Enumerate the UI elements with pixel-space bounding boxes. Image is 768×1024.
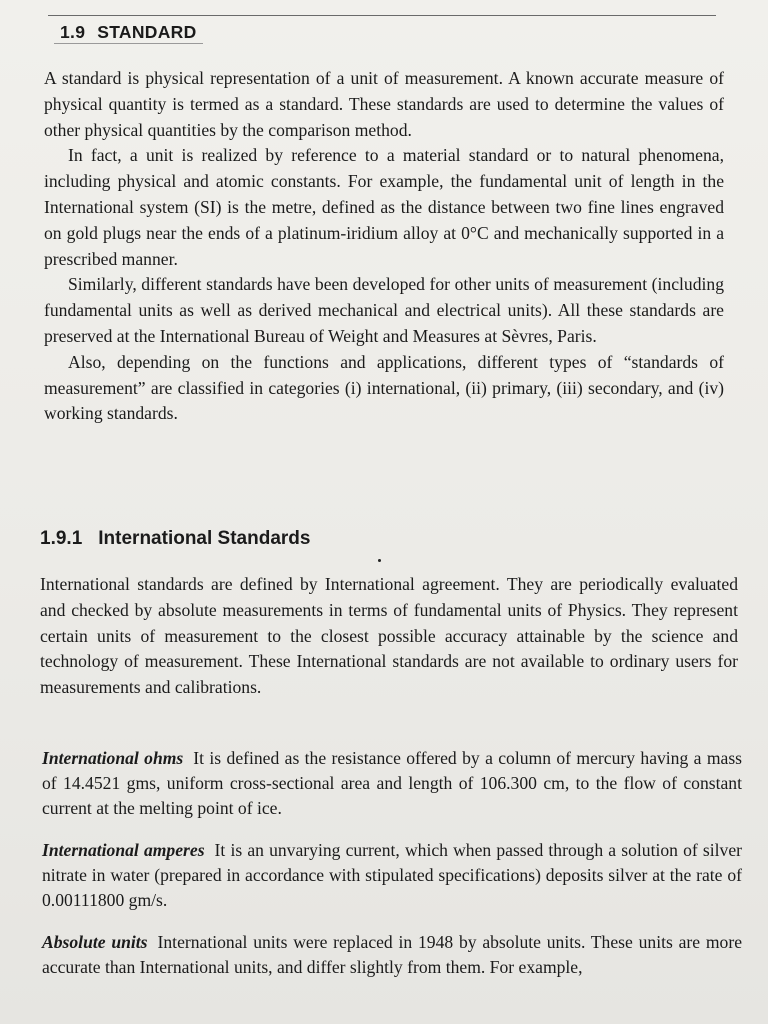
subsection-number: 1.9.1	[40, 528, 83, 549]
definition-term: Absolute units	[42, 932, 148, 952]
definition-amperes	[42, 838, 742, 913]
subsection-heading	[40, 528, 310, 550]
paragraph-2: In fact, a unit is realized by reference to a material standard or to natural phenomena, including physical and atomic constants. For example, the fundamental unit of length in the International system (SI) is the metre, defined as the distance between two fine lines engraved on gold plugs near the ends of a platinum-iridium alloy at 0°C and mechanically supported in a prescribed manner.	[44, 145, 724, 269]
header-rule	[48, 15, 716, 16]
print-speck	[378, 559, 381, 562]
section-number: 1.9	[60, 22, 86, 42]
intro-text	[44, 66, 724, 427]
paragraph-3: Similarly, different standards have been developed for other units of measurement (including fundamental units as well as derived mechanical and electrical units). All these standards are preserved at the International Bureau of Weight and Measures at Sèvres, Paris.	[44, 274, 724, 346]
subsection-paragraph: International standards are defined by International agreement. They are periodically evaluated and checked by absolute measurements in terms of fundamental units of Physics. They represent certain units of measurement to the closest possible accuracy attainable by the science and technology of measurement. These International standards are not available to ordinary users for measurements and calibrations.	[40, 574, 738, 698]
definition-text: International units were replaced in 1948 by absolute units. These units are more accurate than International units, and differ slightly from them. For example,	[42, 932, 743, 977]
definition-text: It is defined as the resistance offered by a column of mercury having a mass of 14.4521 gms, uniform cross-sectional area and length of 106.300 cm, to the flow of constant current at the melting point of ice.	[42, 748, 743, 818]
definition-ohms	[42, 746, 742, 821]
definition-absolute-units	[42, 930, 742, 980]
subsection-title: International Standards	[98, 528, 311, 549]
section-title: STANDARD	[97, 22, 197, 42]
subsection-body	[40, 572, 738, 701]
paragraph-4: Also, depending on the functions and applications, different types of “standards of measurement” are classified in categories (i) international, (ii) primary, (iii) secondary, and (iv) working standards.	[44, 351, 724, 424]
paragraph-1: A standard is physical representation of a unit of measurement. A known accurate measure of physical quantity is termed as a standard. These standards are used to determine the values of other physical quantities by the comparison method.	[44, 68, 724, 140]
definition-text: It is an unvarying current, which when passed through a solution of silver nitrate in water (prepared in accordance with stipulated specifications) deposits silver at the rate of 0.00111800 gm/s.	[42, 840, 742, 910]
section-heading	[54, 22, 203, 44]
definition-term: International amperes	[42, 840, 205, 860]
definition-term: International ohms	[42, 748, 184, 768]
